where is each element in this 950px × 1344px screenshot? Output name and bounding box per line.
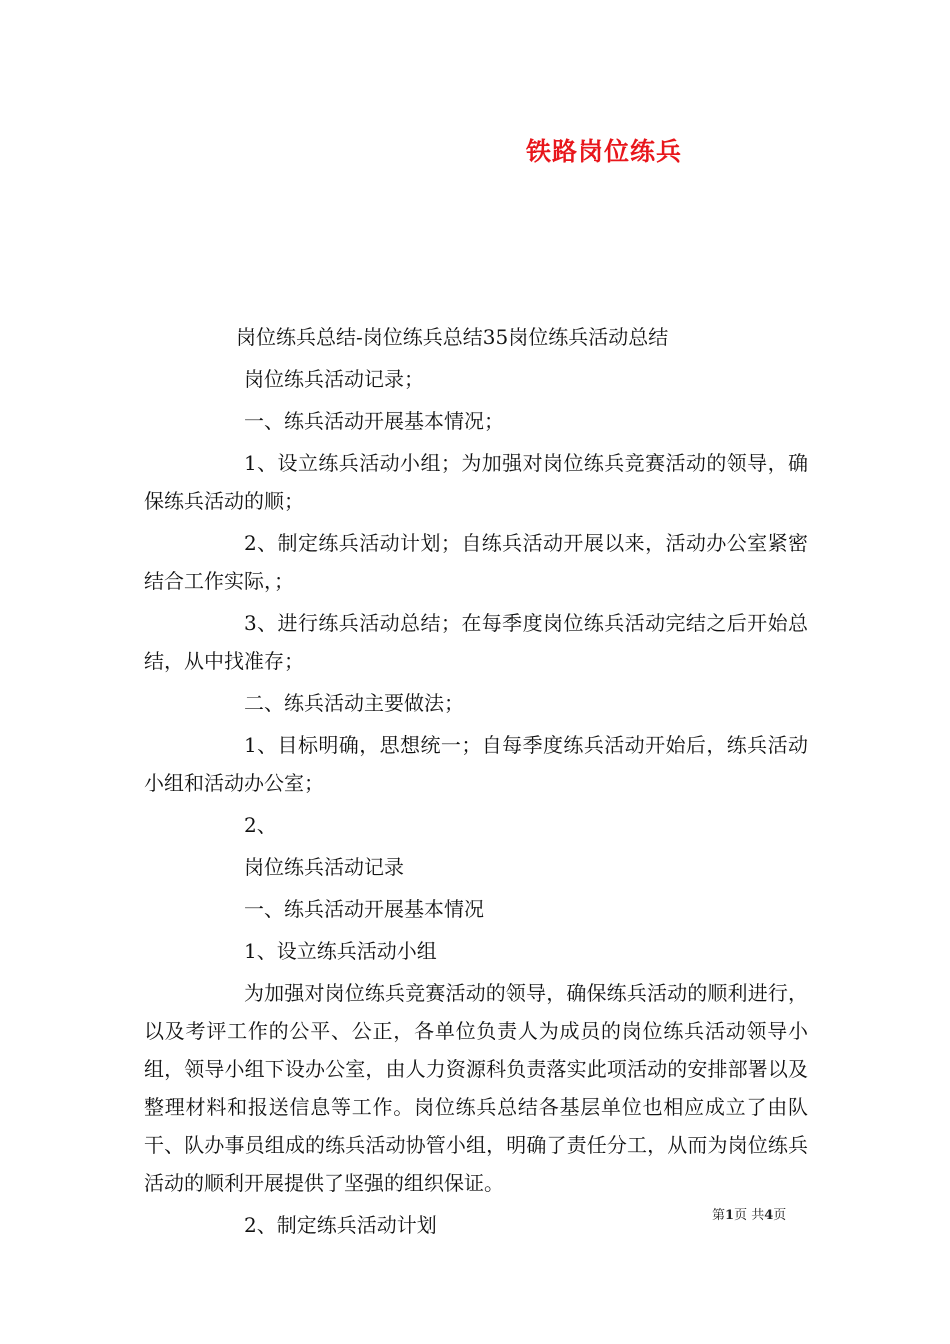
- paragraph: 1、设立练兵活动小组；为加强对岗位练兵竞赛活动的领导，确保练兵活动的顺；: [144, 451, 808, 513]
- page-footer: [712, 1204, 786, 1223]
- paragraph: 2、制定练兵活动计划: [244, 1213, 437, 1237]
- footer-prefix: 第: [712, 1208, 726, 1223]
- paragraph: 岗位练兵总结-岗位练兵总结35岗位练兵活动总结: [236, 325, 669, 349]
- paragraph: 1、设立练兵活动小组: [244, 939, 437, 963]
- paragraph: 岗位练兵活动记录: [244, 855, 404, 879]
- document-body: [144, 318, 808, 1248]
- paragraph: 2、: [244, 813, 277, 837]
- paragraph: 1、目标明确，思想统一；自每季度练兵活动开始后，练兵活动小组和活动办公室；: [144, 733, 808, 795]
- footer-suffix: 页: [773, 1208, 787, 1223]
- document-title: 铁路岗位练兵: [526, 137, 683, 166]
- paragraph: 岗位练兵活动记录；: [244, 367, 424, 391]
- paragraph: 为加强对岗位练兵竞赛活动的领导，确保练兵活动的顺利进行，以及考评工作的公平、公正，各单位负责人为成员的岗位练兵活动领导小组，领导小组下设办公室，由人力资源科负责落实此项活动的安排部署以及整理材料和报送信息等工作。岗位练兵总结各基层单位也相应成立了由队干、队办事员组成的练兵活动协管小组，明确了责任分工，从而为岗位练兵活动的顺利开展提供了坚强的组织保证。: [144, 981, 808, 1195]
- paragraph: 二、练兵活动主要做法；: [244, 691, 464, 715]
- paragraph: 一、练兵活动开展基本情况；: [244, 409, 504, 433]
- page-number: 1: [725, 1208, 735, 1223]
- paragraph: 2、制定练兵活动计划；自练兵活动开展以来，活动办公室紧密结合工作实际，；: [144, 531, 808, 593]
- paragraph: 一、练兵活动开展基本情况: [244, 897, 484, 921]
- page-total: 4: [764, 1208, 774, 1223]
- footer-mid: 页 共: [734, 1208, 765, 1223]
- paragraph: 3、进行练兵活动总结；在每季度岗位练兵活动完结之后开始总结，从中找准存；: [144, 611, 808, 673]
